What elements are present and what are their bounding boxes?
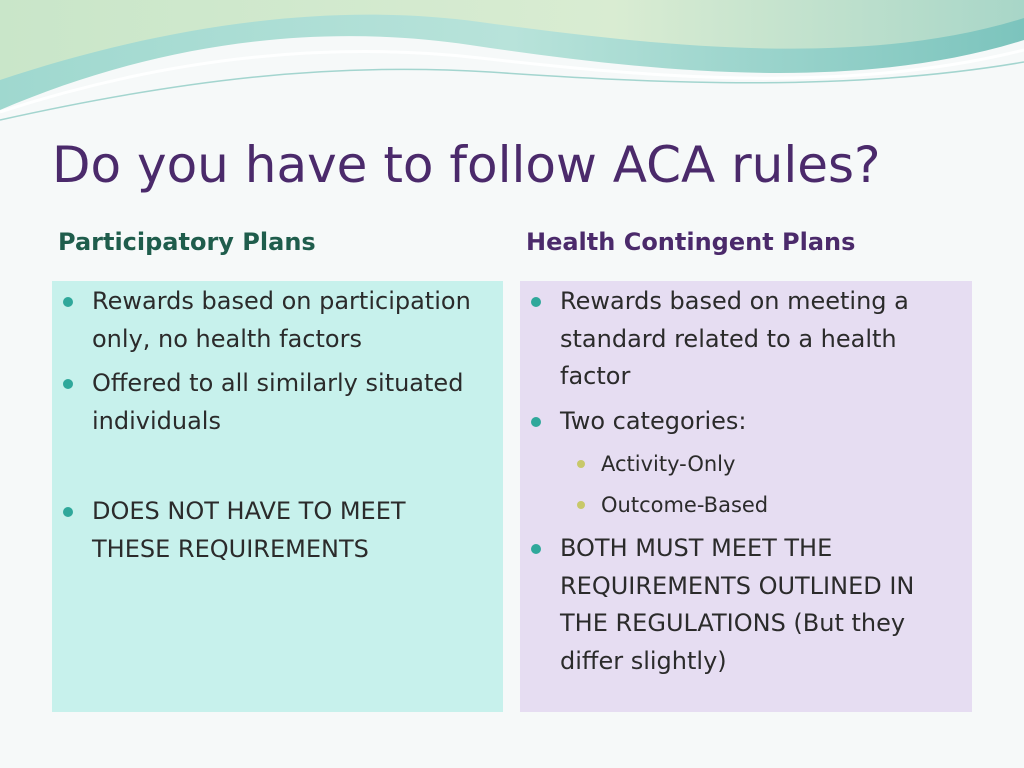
sub-bullet-icon bbox=[577, 460, 585, 468]
header-wave-decoration bbox=[0, 0, 1024, 130]
list-item bbox=[560, 530, 914, 680]
slide-title: Do you have to follow ACA rules? bbox=[52, 136, 881, 194]
bullet-line: Rewards based on meeting a bbox=[560, 287, 909, 315]
list-item bbox=[92, 283, 471, 358]
health-contingent-plans-panel bbox=[520, 281, 972, 712]
bullet-line: DOES NOT HAVE TO MEET bbox=[92, 497, 406, 525]
bullet-line: Rewards based on participation bbox=[92, 287, 471, 315]
bullet-line: Two categories: bbox=[560, 407, 747, 435]
bullet-line: REQUIREMENTS OUTLINED IN bbox=[560, 571, 915, 600]
bullet-line: THE REGULATIONS (But they bbox=[560, 609, 906, 637]
participatory-plans-heading: Participatory Plans bbox=[58, 228, 316, 256]
list-item bbox=[560, 403, 747, 441]
bullet-icon bbox=[531, 544, 541, 554]
bullet-line: Offered to all similarly situated bbox=[92, 369, 464, 397]
participatory-plans-panel bbox=[52, 281, 503, 712]
health-contingent-plans-heading: Health Contingent Plans bbox=[526, 228, 856, 256]
bullet-line: THESE REQUIREMENTS bbox=[92, 534, 369, 563]
sub-bullet-icon bbox=[577, 501, 585, 509]
bullet-line: only, no health factors bbox=[92, 324, 362, 353]
bullet-icon bbox=[63, 507, 73, 517]
bullet-icon bbox=[531, 297, 541, 307]
bullet-line: factor bbox=[560, 362, 631, 390]
bullet-icon bbox=[531, 417, 541, 427]
sub-bullet-label: Outcome-Based bbox=[601, 493, 769, 517]
list-item bbox=[560, 283, 909, 396]
bullet-line: BOTH MUST MEET THE bbox=[560, 534, 833, 562]
sub-list-item bbox=[601, 488, 768, 522]
list-item bbox=[92, 365, 463, 440]
bullet-line: individuals bbox=[92, 406, 221, 435]
bullet-line: differ slightly) bbox=[560, 646, 727, 675]
bullet-icon bbox=[63, 379, 73, 389]
list-item bbox=[92, 493, 406, 568]
bullet-icon bbox=[63, 297, 73, 307]
sub-list-item bbox=[601, 447, 735, 481]
bullet-line: standard related to a health bbox=[560, 324, 897, 353]
sub-bullet-label: Activity-Only bbox=[601, 452, 736, 476]
